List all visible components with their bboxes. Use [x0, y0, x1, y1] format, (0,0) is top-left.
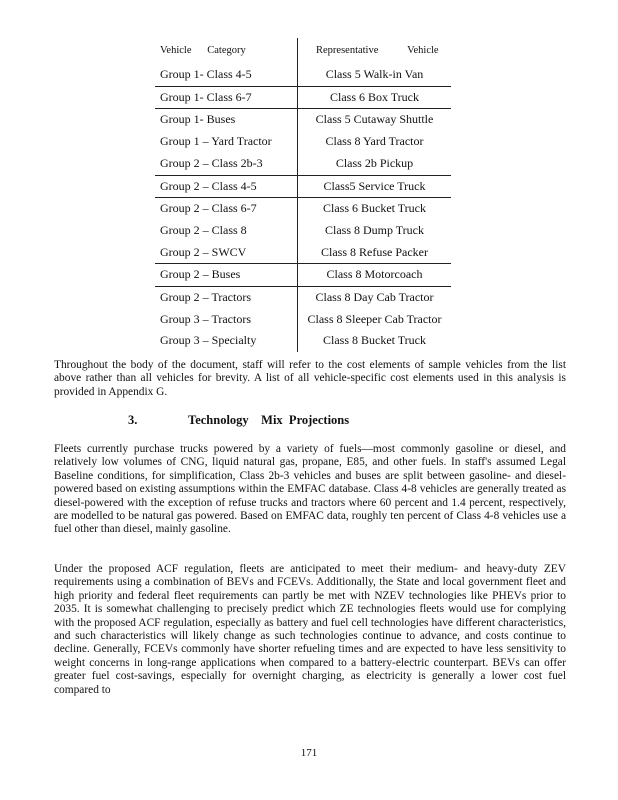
- section-heading: [128, 413, 349, 428]
- vehicle-cell: Class5 Service Truck: [298, 175, 452, 198]
- category-cell: Group 3 – Specialty: [155, 330, 298, 352]
- category-cell: Group 1- Class 6-7: [155, 86, 298, 109]
- category-cell: Group 2 – Class 2b-3: [155, 153, 298, 175]
- vehicle-cell: Class 6 Box Truck: [298, 86, 452, 109]
- category-cell: Group 2 – Tractors: [155, 287, 298, 309]
- category-cell: Group 2 – Class 8: [155, 220, 298, 242]
- acf-paragraph: Under the proposed ACF regulation, fleets are anticipated to meet their medium- and heavy-duty ZEV requirements using a combination of BEVs and FCEVs. Additionally, the State and local government fleet and high priority and federal fleet requirements can partly be met with NZEV technologies like PHEVs prior to 2035. It is somewhat challenging to precisely predict which ZE technologies fleets would use for complying with the proposed ACF regulation, especially as battery and fuel cell technologies have different characteristics, and such characteristics will likely change as such technologies continue to advance, and costs continue to decline. Generally, FCEVs commonly have shorter refueling times and are expected to have less sensitivity to weight concerns in long-range applications when compared to a battery-electric counterpart. BEVs can offer greater fuel cost-savings, especially for overnight charging, as electricity is generally a lower cost fuel compared to: [54, 563, 566, 696]
- vehicle-cell: Class 5 Cutaway Shuttle: [298, 109, 452, 131]
- section-title: Technology Mix Projections: [188, 413, 350, 427]
- table-row: [155, 109, 451, 131]
- vehicle-cell: Class 8 Dump Truck: [324, 222, 425, 237]
- fleets-paragraph: Fleets currently purchase trucks powered by a variety of fuels—most commonly gasoline or diesel, and relatively low volumes of CNG, liquid natural gas, propane, E85, and other fuels. In staff's assumed Legal Baseline conditions, for simplification, Class 2b-3 vehicles and buses are split between gasoline- and diesel-powered based on existing assumptions within the EMFAC database. Class 4-8 vehicles are generally treated as diesel-powered with the exception of refuse trucks and tractors where 60 percent and 1.4 percent, respectively, are modelled to be natural gas powered. Based on EMFAC data, roughly ten percent of Class 4-8 vehicles use a fuel other than diesel, mainly gasoline.: [54, 443, 566, 536]
- header-vehicle-category: Vehicle Category: [155, 38, 298, 64]
- category-cell: Group 1- Buses: [155, 109, 298, 131]
- category-cell: Group 3 – Tractors: [155, 309, 298, 331]
- category-cell: Group 2 – Class 6-7: [155, 198, 298, 220]
- table-row: [155, 64, 451, 86]
- table-row: [155, 287, 451, 309]
- table-row: [155, 153, 451, 175]
- table-row: [155, 309, 451, 331]
- table-row: [155, 330, 451, 352]
- vehicle-cell: Class 8 Yard Tractor: [325, 134, 424, 149]
- page-number: 171: [300, 747, 318, 759]
- vehicle-cell: Class 5 Walk-in Van: [325, 67, 424, 81]
- vehicle-cell: Class 2b Pickup: [335, 155, 414, 170]
- vehicle-category-table: [155, 38, 451, 352]
- vehicle-cell: Class 8 Day Cab Tractor: [298, 287, 452, 309]
- intro-paragraph: Throughout the body of the document, staff will refer to the cost elements of sample vehicles from the list above rather than all vehicles for brevity. A list of all vehicle-specific cost elements used in this analysis is provided in Appendix G.: [54, 359, 566, 398]
- vehicle-cell: Class 6 Bucket Truck: [298, 198, 452, 220]
- category-cell: Group 1 – Yard Tractor: [155, 131, 298, 153]
- category-cell: Group 2 – Buses: [155, 264, 298, 287]
- table-row: [155, 175, 451, 198]
- table-row: [155, 220, 451, 242]
- vehicle-cell: Class 8 Refuse Packer: [321, 244, 428, 259]
- vehicle-table: [155, 38, 451, 352]
- category-cell: Group 2 – Class 4-5: [155, 175, 298, 198]
- category-cell: Group 1- Class 4-5: [155, 64, 298, 86]
- table-row: [155, 264, 451, 287]
- table-row: [155, 242, 451, 264]
- vehicle-cell: Class 8 Sleeper Cab Tractor: [307, 311, 442, 326]
- header-representative-vehicle: Representative Vehicle: [316, 45, 439, 56]
- table-header-row: [155, 38, 451, 64]
- table-row: [155, 131, 451, 153]
- table-row: [155, 86, 451, 109]
- vehicle-cell: Class 8 Motorcoach: [298, 264, 452, 287]
- vehicle-cell: Class 8 Bucket Truck: [322, 333, 426, 348]
- section-number: 3.: [128, 413, 138, 427]
- category-cell: Group 2 – SWCV: [155, 242, 298, 264]
- table-row: [155, 198, 451, 220]
